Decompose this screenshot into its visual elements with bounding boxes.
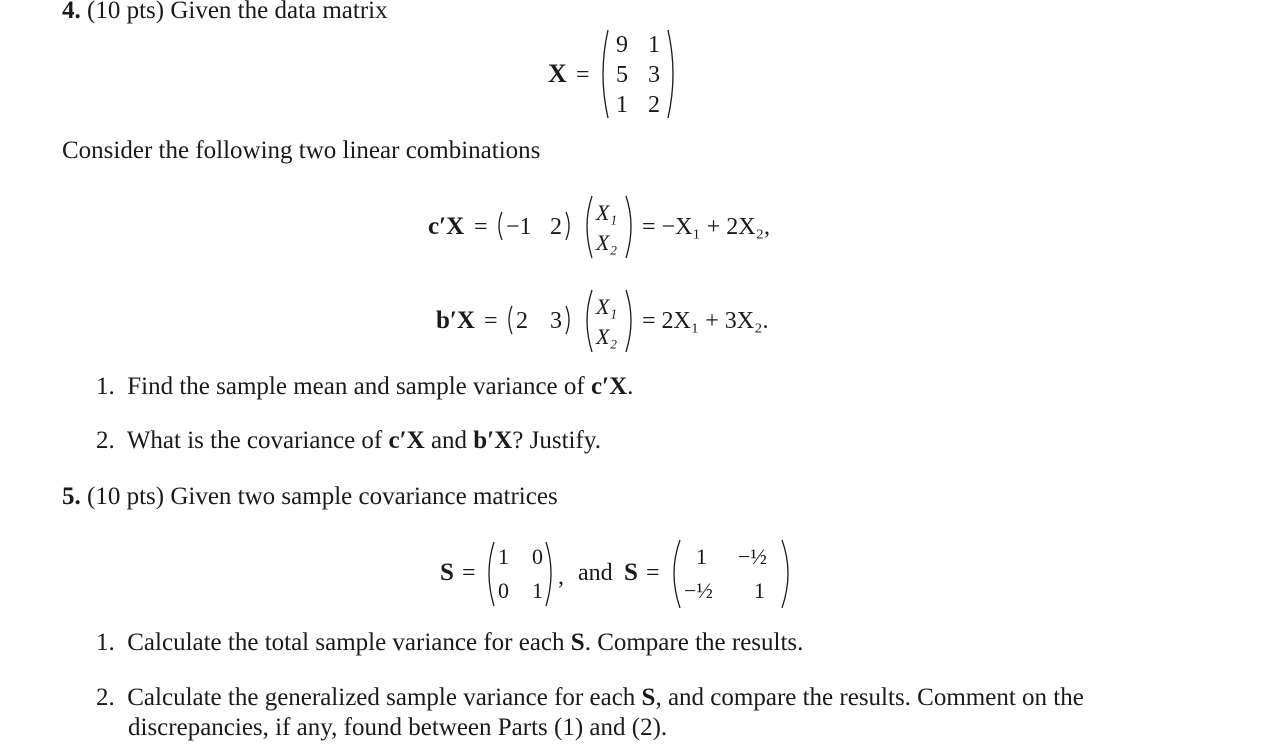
col-entry: X₁ (596, 200, 618, 225)
row-entry: −1 (506, 214, 532, 240)
svg-text:=: = (474, 214, 488, 240)
col-entry: X₂ (596, 230, 618, 255)
s2-cell: −½ (684, 578, 713, 603)
svg-text:=: = (462, 560, 476, 586)
row-entry: 3 (550, 308, 562, 334)
col-left-paren (587, 290, 592, 352)
problem-4-question-1: 1. Find the sample mean and sample variance of c′X. (96, 373, 634, 400)
row-entry: 2 (516, 308, 528, 334)
s2-cell: 1 (696, 544, 707, 569)
equals-sign: = (576, 62, 590, 88)
svg-text:,: , (558, 564, 564, 590)
col-left-paren (587, 196, 592, 258)
b-prime-x-equation (420, 286, 820, 358)
row-left-paren (509, 306, 512, 334)
s1-cell: 0 (498, 578, 509, 603)
covariance-matrices-equation (436, 536, 816, 612)
and-text: and (578, 560, 613, 586)
col-right-paren (626, 290, 631, 352)
matrix-cell: 1 (648, 32, 660, 58)
matrix-cell: 3 (648, 62, 660, 88)
right-paren (668, 30, 673, 118)
matrix-cell: 9 (616, 32, 628, 58)
svg-text:=: = (646, 560, 660, 586)
s2-left-paren (674, 540, 680, 608)
problem-4-heading (62, 0, 388, 26)
col-entry: X₂ (596, 324, 618, 349)
s2-right-paren (782, 540, 788, 608)
s1-cell: 1 (498, 544, 509, 569)
s1-left-paren (489, 542, 494, 606)
matrix-cell: 2 (648, 92, 660, 118)
c-result: = −X₁ + 2X₂, (642, 214, 771, 240)
s-label: S (624, 559, 638, 586)
problem-5-points: (10 pts) (87, 483, 165, 510)
col-entry: X₁ (596, 294, 618, 319)
row-entry: 2 (550, 214, 562, 240)
data-matrix-equation (540, 26, 700, 126)
problem-5-heading (62, 482, 558, 512)
s2-cell: −½ (738, 544, 767, 569)
row-left-paren (499, 212, 502, 240)
matrix-cell: 1 (616, 92, 628, 118)
consider-text: Consider the following two linear combinations (62, 137, 541, 164)
problem-4-prompt: Given the data matrix (170, 0, 388, 24)
s2-cell: 1 (754, 578, 765, 603)
b-result: = 2X₁ + 3X₂. (642, 308, 769, 334)
c-prime-x-label: c′X (428, 213, 465, 240)
left-paren (603, 30, 608, 118)
s-label: S (440, 559, 454, 586)
problem-5-question-1: 1. Calculate the total sample variance for each S. Compare the results. (96, 629, 804, 656)
problem-4-question-2: 2. What is the covariance of c′X and b′X? Justify. (96, 427, 601, 454)
problem-5-prompt: Given two sample covariance matrices (170, 483, 558, 510)
col-right-paren (626, 196, 631, 258)
problem-5-number: 5. (62, 483, 81, 510)
row-right-paren (566, 212, 569, 240)
row-right-paren (566, 306, 569, 334)
svg-text:=: = (484, 308, 498, 334)
b-prime-x-label: b′X (436, 307, 475, 334)
problem-4-points: (10 pts) (87, 0, 165, 24)
problem-5-question-2: 2. Calculate the generalized sample variance for each S, and compare the results. Comment on the (96, 684, 1084, 711)
s1-cell: 1 (532, 578, 543, 603)
c-prime-x-equation (420, 192, 820, 264)
problem-5-question-2-line-2: discrepancies, if any, found between Parts (1) and (2). (128, 714, 668, 741)
s1-right-paren (546, 542, 551, 606)
s1-cell: 0 (532, 544, 543, 569)
problem-4-number: 4. (62, 0, 81, 24)
matrix-x-label: X (548, 59, 567, 88)
matrix-cell: 5 (616, 62, 628, 88)
